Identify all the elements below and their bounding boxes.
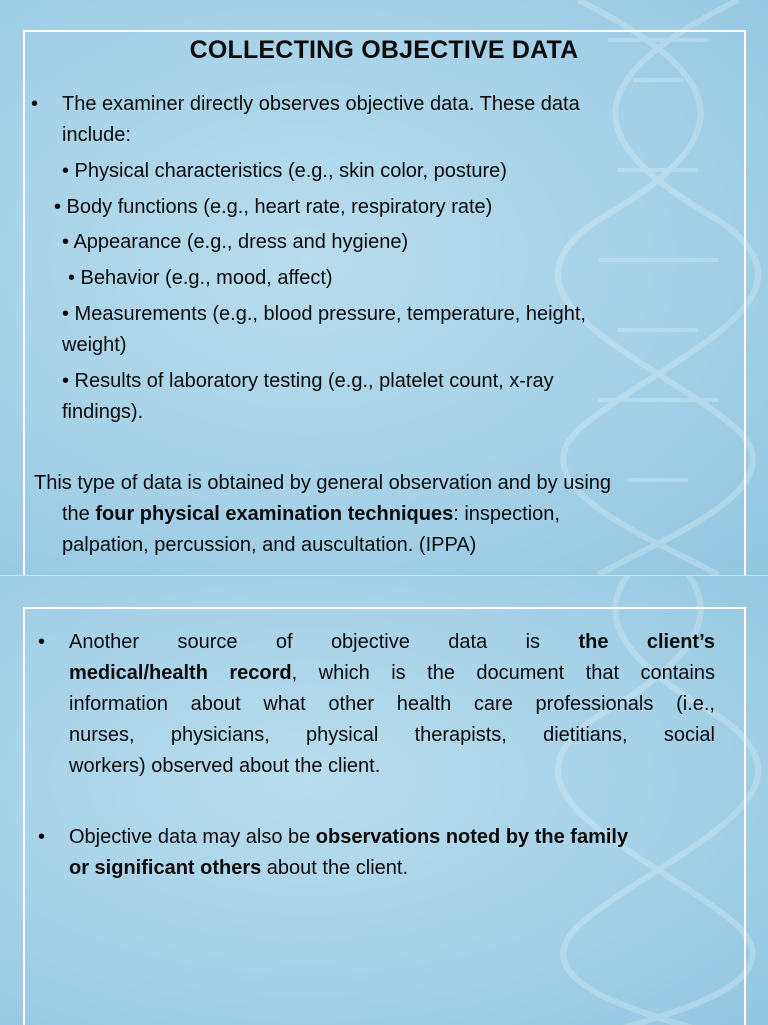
intro-text-line-1: The examiner directly observes objective data. These data	[62, 93, 580, 115]
slide-2	[0, 575, 768, 1025]
list-item-appearance: • Appearance (e.g., dress and hygiene)	[62, 231, 409, 253]
list-item-physical-characteristics: • Physical characteristics (e.g., skin color, posture)	[62, 160, 507, 182]
list-item-lab-results: • Results of laboratory testing (e.g., platelet count, x-ray	[62, 370, 554, 392]
health-record-emphasis: medical/health record	[69, 662, 292, 684]
list-item-behavior: • Behavior (e.g., mood, affect)	[68, 267, 333, 289]
bullet-marker: •	[38, 826, 46, 848]
list-item-measurements-cont: weight)	[62, 334, 127, 356]
bullet-marker: •	[38, 631, 46, 653]
techniques-emphasis: four physical examination techniques	[95, 503, 454, 525]
list-item-measurements: • Measurements (e.g., blood pressure, temperature, height,	[62, 303, 586, 325]
slide-title: COLLECTING OBJECTIVE DATA	[189, 36, 579, 64]
family-observations-emphasis: observations noted by the family	[315, 826, 629, 848]
list-item-lab-results-cont: findings).	[62, 401, 144, 423]
client-emphasis: the client’s	[578, 631, 716, 653]
paragraph-line-3: palpation, percussion, and auscultation. (IPPA)	[62, 534, 477, 556]
bullet-marker: •	[31, 93, 39, 115]
family-observations-line-1: Objective data may also be observations noted by the family	[69, 826, 629, 848]
health-record-bullet: Another source of objective data is the client’s medical/health record, which is the document that contains information about what other health care professionals (i.e., nurses, physicians, physical therapists, dietitians, social workers) observed about the client.	[69, 631, 716, 777]
paragraph-line-2: the four physical examination techniques: inspection,	[62, 503, 560, 525]
family-observations-line-2: or significant others about the client.	[69, 857, 409, 879]
list-item-body-functions: • Body functions (e.g., heart rate, respiratory rate)	[54, 196, 493, 218]
significant-others-emphasis: or significant others	[69, 857, 262, 879]
intro-text-line-2: include:	[62, 124, 131, 146]
paragraph-line-1: This type of data is obtained by general observation and by using	[34, 472, 612, 494]
